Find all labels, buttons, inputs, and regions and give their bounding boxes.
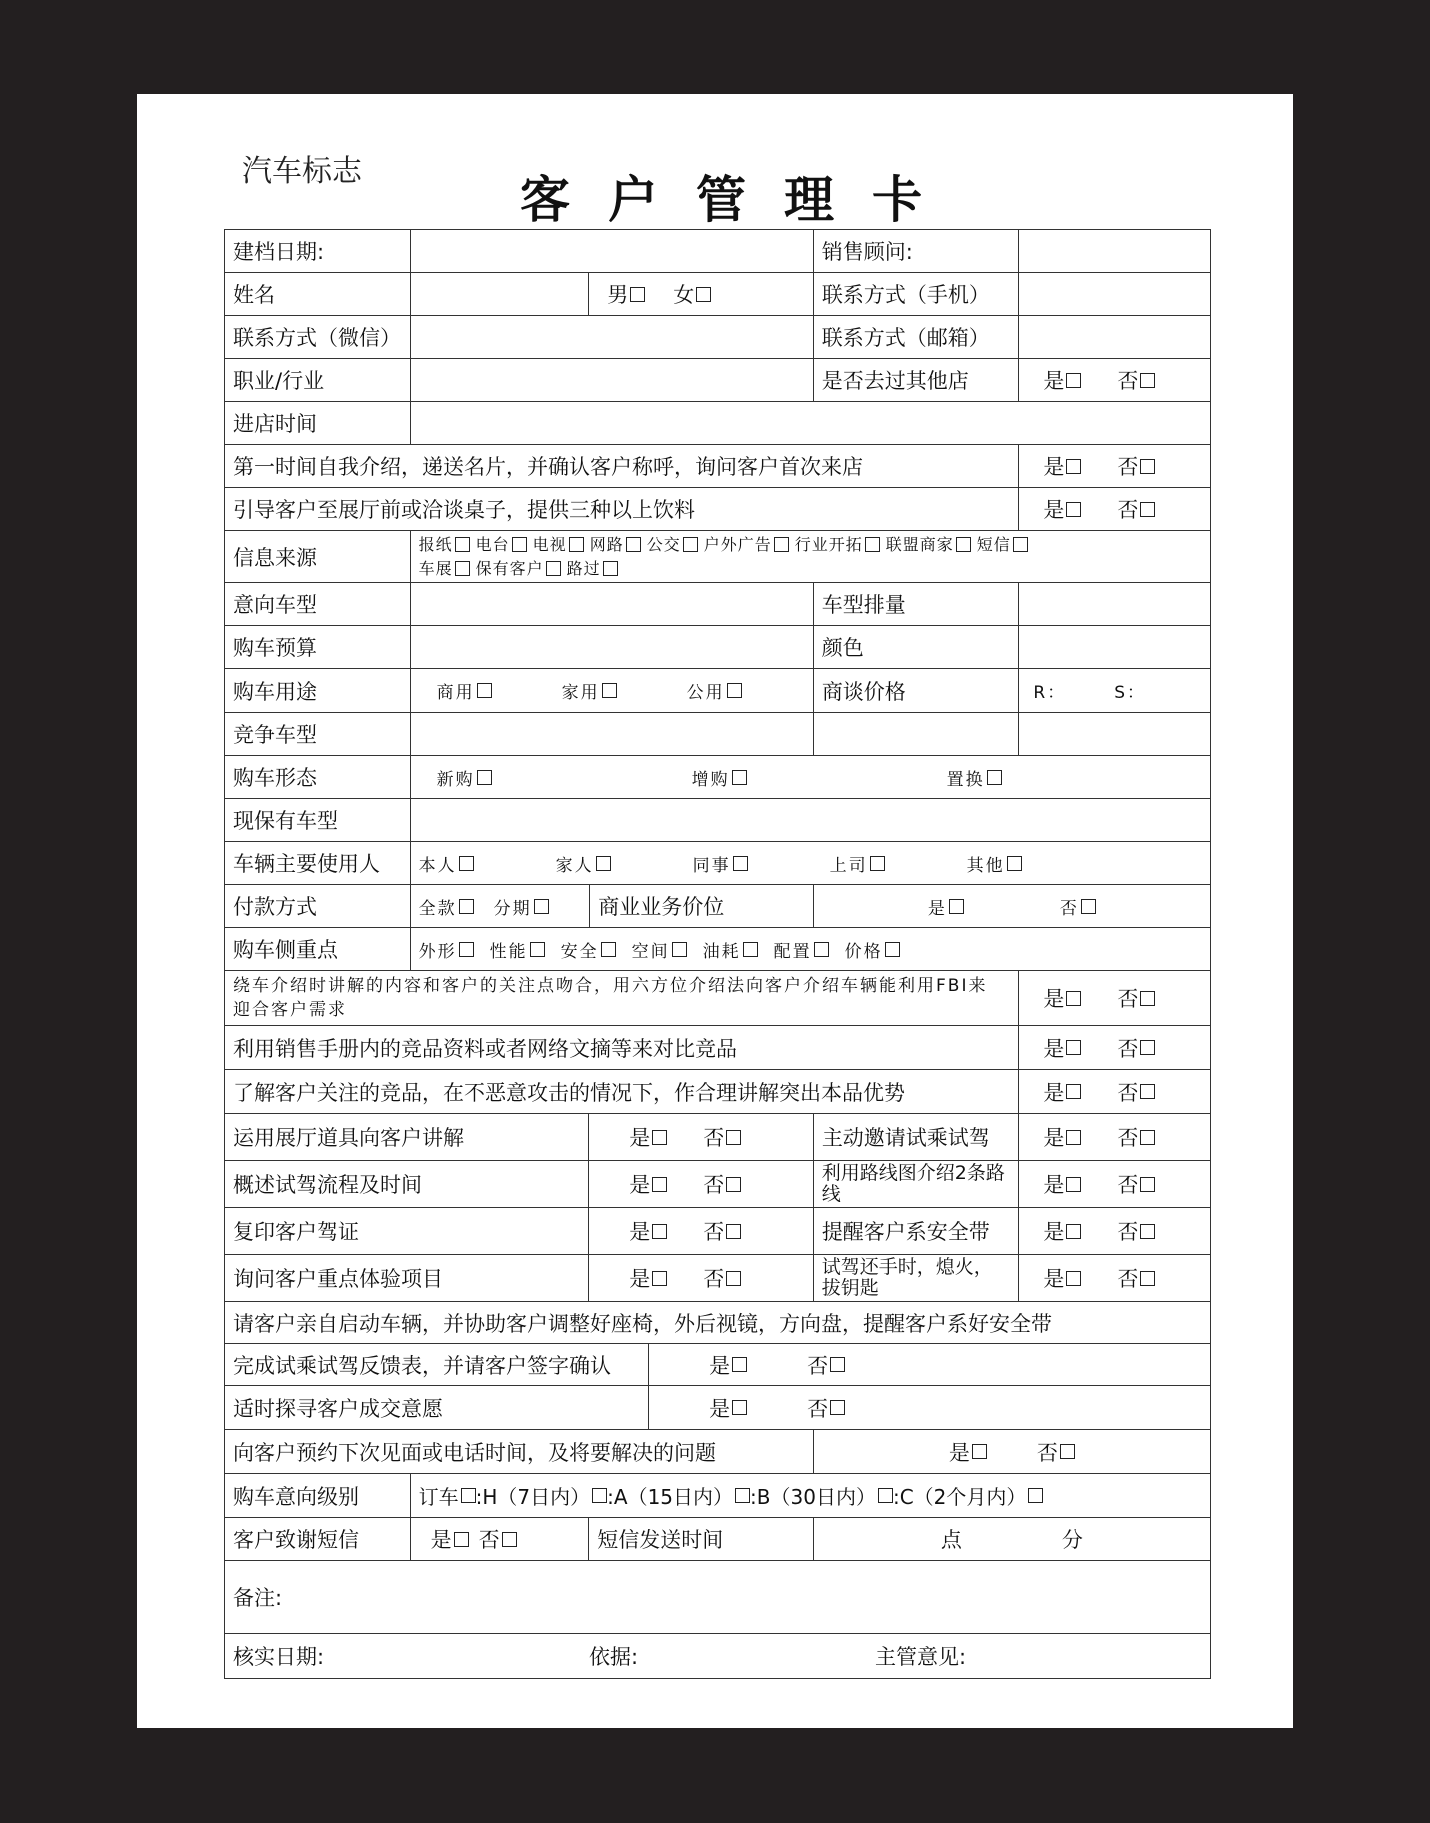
checkbox[interactable]: [870, 856, 885, 871]
current-model-label: 现保有车型: [225, 799, 411, 841]
row-guide: [224, 487, 1211, 530]
checkbox[interactable]: [743, 942, 758, 957]
row-current-model: [224, 798, 1211, 841]
male-option[interactable]: 男: [607, 279, 645, 309]
wechat-label: 联系方式（微信）: [225, 316, 411, 358]
compare-yn: [1019, 1026, 1210, 1069]
payment-options: [411, 885, 591, 927]
info-source-option[interactable]: 户外广告: [704, 533, 789, 557]
checkbox[interactable]: [459, 856, 474, 871]
female-option[interactable]: 女: [673, 279, 711, 309]
props-question: 运用展厅道具向客户讲解: [225, 1114, 589, 1160]
row-name: [224, 272, 1211, 315]
checkbox[interactable]: [735, 1488, 750, 1503]
info-source-option[interactable]: 车展: [419, 557, 470, 581]
no-option[interactable]: 否: [1117, 494, 1155, 524]
row-verify: [224, 1633, 1211, 1679]
yes-option[interactable]: 是: [1043, 1122, 1081, 1152]
main-user-option[interactable]: 本人: [419, 851, 474, 876]
info-source-option[interactable]: 网路: [590, 533, 641, 557]
business-price-label: 商业业务价位: [590, 885, 814, 927]
main-user-option[interactable]: 上司: [830, 851, 885, 876]
no-option[interactable]: 否: [807, 1350, 845, 1380]
row-start-vehicle: [224, 1301, 1211, 1343]
row-competitor: [224, 1069, 1211, 1113]
checkbox[interactable]: [1013, 537, 1028, 552]
visited-other-yn: [1019, 359, 1210, 401]
yes-option[interactable]: 是: [1043, 1169, 1081, 1199]
checkbox[interactable]: [885, 942, 900, 957]
info-source-option[interactable]: 路过: [567, 557, 618, 581]
main-user-options: [411, 842, 1210, 884]
props-yn: [589, 1114, 814, 1160]
row-intro: [224, 444, 1211, 487]
usage-label: 购车用途: [225, 669, 411, 712]
invite-yn: [1019, 1114, 1210, 1160]
checkbox[interactable]: [696, 287, 711, 302]
info-source-line-1: [419, 533, 1028, 557]
supervisor-opinion-label: 主管意见:: [875, 1645, 967, 1669]
yes-option[interactable]: 是: [1043, 983, 1081, 1013]
current-model-field[interactable]: [411, 799, 1210, 841]
yes-option[interactable]: 是: [629, 1169, 667, 1199]
yes-option[interactable]: 是: [629, 1122, 667, 1152]
focus-option[interactable]: 油耗: [703, 937, 758, 962]
checkbox[interactable]: [603, 561, 618, 576]
form-title: 客户管理卡: [520, 171, 960, 229]
displacement-field[interactable]: [1019, 583, 1210, 625]
checkbox[interactable]: [592, 1488, 607, 1503]
sales-advisor-field[interactable]: [1019, 230, 1210, 272]
focus-option[interactable]: 配置: [774, 937, 829, 962]
no-option[interactable]: 否: [1117, 1077, 1155, 1107]
gender-options: [589, 273, 814, 315]
checkbox[interactable]: [602, 683, 617, 698]
checkbox[interactable]: [601, 942, 616, 957]
license-question: 复印客户驾证: [225, 1208, 589, 1254]
purchase-form-option[interactable]: 增购: [692, 765, 747, 790]
info-source-option[interactable]: 电台: [476, 533, 527, 557]
row-focus: [224, 927, 1211, 970]
info-source-option[interactable]: 保有客户: [476, 557, 561, 581]
competitor-model-label: 竞争车型: [225, 713, 411, 755]
row-budget: [224, 625, 1211, 668]
info-source-option[interactable]: 公交: [647, 533, 698, 557]
seatbelt-question: 提醒客户系安全带: [814, 1208, 1020, 1254]
intent-level-label: 购车意向级别: [225, 1474, 411, 1517]
guide-question: 引导客户至展厅前或洽谈桌子，提供三种以上饮料: [225, 488, 1019, 530]
occupation-label: 职业/行业: [225, 359, 411, 401]
yes-option[interactable]: 是: [1043, 365, 1081, 395]
intent-yn: [649, 1386, 1210, 1429]
wechat-field[interactable]: [411, 316, 814, 358]
yes-option[interactable]: 是: [1043, 451, 1081, 481]
file-date-label: 建档日期:: [225, 230, 411, 272]
payment-option[interactable]: 分期: [494, 894, 549, 919]
row-wechat: [224, 315, 1211, 358]
intended-model-field[interactable]: [411, 583, 814, 625]
thanks-sms-label: 客户致谢短信: [225, 1518, 411, 1560]
checkbox[interactable]: [630, 287, 645, 302]
info-source-option[interactable]: 短信: [977, 533, 1028, 557]
car-logo-placeholder: 汽车标志: [242, 154, 362, 189]
sms-time-label: 短信发送时间: [589, 1518, 814, 1560]
checkbox[interactable]: [455, 537, 470, 552]
info-source-line-2: [419, 557, 618, 581]
checkbox[interactable]: [546, 561, 561, 576]
checkbox[interactable]: [534, 899, 549, 914]
intro-question: 第一时间自我介绍，递送名片，并确认客户称呼，询问客户首次来店: [225, 445, 1019, 487]
process-question: 概述试驾流程及时间: [225, 1161, 589, 1207]
checkbox[interactable]: [672, 942, 687, 957]
sms-time-field[interactable]: [814, 1518, 1210, 1560]
row-walkaround: [224, 970, 1211, 1025]
row-thanks-sms: [224, 1517, 1211, 1560]
no-option[interactable]: 否: [1117, 1263, 1155, 1293]
focus-option[interactable]: 性能: [490, 937, 545, 962]
checkbox[interactable]: [878, 1488, 893, 1503]
focus-options: [411, 928, 1210, 970]
no-option[interactable]: 否: [1060, 894, 1096, 919]
process-yn: [589, 1161, 814, 1207]
main-user-label: 车辆主要使用人: [225, 842, 411, 884]
competitor-model-field[interactable]: [411, 713, 814, 755]
info-source-option[interactable]: 行业开拓: [795, 533, 880, 557]
yes-option[interactable]: 是: [1043, 494, 1081, 524]
yes-option[interactable]: 是: [1043, 1216, 1081, 1246]
info-source-option[interactable]: 联盟商家: [886, 533, 971, 557]
no-option[interactable]: 否: [703, 1216, 741, 1246]
return-question: 试驾还手时，熄火，拔钥匙: [814, 1255, 1020, 1301]
seatbelt-yn: [1019, 1208, 1210, 1254]
checkbox[interactable]: [865, 537, 880, 552]
focus-label: 购车侧重点: [225, 928, 411, 970]
yes-option[interactable]: 是: [709, 1393, 747, 1423]
appointment-yn: [814, 1430, 1210, 1473]
name-label: 姓名: [225, 273, 411, 315]
budget-label: 购车预算: [225, 626, 411, 668]
no-option[interactable]: 否: [1117, 1169, 1155, 1199]
checkbox[interactable]: [455, 561, 470, 576]
feedback-question: 完成试乘试驾反馈表，并请客户签字确认: [225, 1344, 649, 1385]
checkbox[interactable]: [1007, 856, 1022, 871]
checkbox[interactable]: [477, 683, 492, 698]
visit-time-field[interactable]: [411, 402, 1210, 444]
info-source-option[interactable]: 电视: [533, 533, 584, 557]
intro-yn: [1019, 445, 1210, 487]
focus-option[interactable]: 价格: [845, 937, 900, 962]
row-main-user: [224, 841, 1211, 884]
no-option[interactable]: 否: [1117, 1216, 1155, 1246]
name-field[interactable]: [411, 273, 590, 315]
file-date-field[interactable]: [411, 230, 814, 272]
no-option[interactable]: 否: [807, 1393, 845, 1423]
checkbox[interactable]: [987, 770, 1002, 785]
checkbox[interactable]: [461, 1488, 476, 1503]
checkbox[interactable]: [727, 683, 742, 698]
focus-option[interactable]: 安全: [561, 937, 616, 962]
row-payment: [224, 884, 1211, 927]
no-option[interactable]: 否: [1117, 1033, 1155, 1063]
displacement-label: 车型排量: [814, 583, 1020, 625]
start-vehicle-instruction: 请客户亲自启动车辆，并协助客户调整好座椅，外后视镜，方向盘，提醒客户系好安全带: [233, 1311, 1052, 1336]
row-remarks: [224, 1560, 1211, 1633]
purchase-form-option[interactable]: 置换: [947, 765, 1002, 790]
no-option[interactable]: 否: [1117, 451, 1155, 481]
checkbox[interactable]: [733, 856, 748, 871]
row-process: [224, 1160, 1211, 1207]
row-feedback: [224, 1343, 1211, 1385]
license-yn: [589, 1208, 814, 1254]
items-question: 询问客户重点体验项目: [225, 1255, 589, 1301]
competitor-extra-field-2[interactable]: [1019, 713, 1210, 755]
customer-management-form: [224, 229, 1211, 1682]
no-option[interactable]: 否: [1037, 1437, 1075, 1467]
checkbox[interactable]: [477, 770, 492, 785]
checkbox[interactable]: [626, 537, 641, 552]
appointment-question: 向客户预约下次见面或电话时间，及将要解决的问题: [225, 1430, 814, 1473]
row-compare: [224, 1025, 1211, 1069]
occupation-field[interactable]: [411, 359, 814, 401]
intent-level-option[interactable]: :C（2个月内）: [893, 1481, 1043, 1510]
main-user-option[interactable]: 其他: [967, 851, 1022, 876]
yes-option[interactable]: 是: [1043, 1077, 1081, 1107]
walkaround-question: 绕车介绍时讲解的内容和客户的关注点吻合，用六方位介绍法向客户介绍车辆能利用FBI来迎合客户需求: [225, 971, 1019, 1025]
verify-date-label: 核实日期:: [233, 1645, 325, 1669]
visited-other-label: 是否去过其他店: [814, 359, 1020, 401]
color-label: 颜色: [814, 626, 1020, 668]
payment-label: 付款方式: [225, 885, 411, 927]
checkbox[interactable]: [956, 537, 971, 552]
checkbox[interactable]: [774, 537, 789, 552]
yes-option[interactable]: 是: [1043, 1033, 1081, 1063]
yes-option[interactable]: 是: [949, 1437, 987, 1467]
checkbox[interactable]: [596, 856, 611, 871]
checkbox[interactable]: [1028, 1488, 1043, 1503]
route-question: 利用路线图介绍2条路线: [814, 1161, 1020, 1207]
no-option[interactable]: 否: [479, 1524, 517, 1554]
checkbox[interactable]: [459, 899, 474, 914]
checkbox[interactable]: [512, 537, 527, 552]
budget-field[interactable]: [411, 626, 814, 668]
purchase-form-option[interactable]: 新购: [437, 765, 492, 790]
usage-options: [411, 669, 814, 712]
color-field[interactable]: [1019, 626, 1210, 668]
checkbox[interactable]: [814, 942, 829, 957]
walkaround-yn: [1019, 971, 1210, 1025]
business-price-yn: [814, 885, 1210, 927]
focus-option[interactable]: 空间: [632, 937, 687, 962]
compare-question: 利用销售手册内的竞品资料或者网络文摘等来对比竞品: [225, 1026, 1019, 1069]
competitor-question: 了解客户关注的竞品，在不恶意攻击的情况下，作合理讲解突出本品优势: [225, 1070, 1019, 1113]
row-file-date: [224, 229, 1211, 272]
guide-yn: [1019, 488, 1210, 530]
usage-option[interactable]: 公用: [687, 678, 742, 703]
usage-option[interactable]: 家用: [562, 678, 617, 703]
intent-level-option[interactable]: :A（15日内）: [607, 1481, 750, 1510]
negotiated-price-field[interactable]: [1019, 669, 1210, 712]
row-info-source: [224, 530, 1211, 582]
row-intended-model: [224, 582, 1211, 625]
checkbox[interactable]: [530, 942, 545, 957]
focus-option[interactable]: 外形: [419, 937, 474, 962]
checkbox[interactable]: [683, 537, 698, 552]
remarks-field[interactable]: [225, 1561, 1210, 1633]
usage-option[interactable]: 商用: [437, 678, 492, 703]
yes-option[interactable]: 是: [1043, 1263, 1081, 1293]
invite-question: 主动邀请试乘试驾: [814, 1114, 1020, 1160]
row-purchase-form: [224, 755, 1211, 798]
mobile-field[interactable]: [1019, 273, 1210, 315]
yes-option[interactable]: 是: [928, 894, 964, 919]
row-license: [224, 1207, 1211, 1254]
checkbox[interactable]: [732, 770, 747, 785]
info-source-option[interactable]: 报纸: [419, 533, 470, 557]
yes-option[interactable]: 是: [629, 1216, 667, 1246]
remarks-label: 备注:: [233, 1586, 283, 1610]
main-user-option[interactable]: 家人: [556, 851, 611, 876]
intent-level-option[interactable]: :B（30日内）: [750, 1481, 893, 1510]
competitor-yn: [1019, 1070, 1210, 1113]
no-option[interactable]: 否: [1117, 1122, 1155, 1152]
price-s: S：: [1114, 683, 1146, 703]
competitor-extra-field[interactable]: [814, 713, 1020, 755]
verify-row: [225, 1634, 1210, 1678]
mobile-label: 联系方式（手机）: [814, 273, 1020, 315]
row-occupation: [224, 358, 1211, 401]
checkbox[interactable]: [569, 537, 584, 552]
price-r: R：: [1033, 683, 1067, 703]
checkbox[interactable]: [459, 942, 474, 957]
email-field[interactable]: [1019, 316, 1210, 358]
main-user-option[interactable]: 同事: [693, 851, 748, 876]
visit-time-label: 进店时间: [225, 402, 411, 444]
no-option[interactable]: 否: [703, 1169, 741, 1199]
basis-label: 依据:: [589, 1645, 639, 1669]
no-option[interactable]: 否: [1117, 365, 1155, 395]
payment-option[interactable]: 全款: [419, 894, 474, 919]
intent-level-options: [411, 1474, 1210, 1517]
row-usage: [224, 668, 1211, 712]
yes-option[interactable]: 是: [431, 1524, 469, 1554]
row-competitor-model: [224, 712, 1211, 755]
purchase-form-options: [411, 756, 1210, 798]
row-items: [224, 1254, 1211, 1301]
row-appointment: [224, 1429, 1211, 1473]
no-option[interactable]: 否: [703, 1263, 741, 1293]
point-label: 点: [940, 1528, 962, 1552]
purchase-form-label: 购车形态: [225, 756, 411, 798]
row-props: [224, 1113, 1211, 1160]
intent-level-option[interactable]: :H（7日内）: [476, 1481, 608, 1510]
email-label: 联系方式（邮箱）: [814, 316, 1020, 358]
row-intent-level: [224, 1473, 1211, 1517]
no-option[interactable]: 否: [703, 1122, 741, 1152]
no-option[interactable]: 否: [1117, 983, 1155, 1013]
thanks-sms-yn: [411, 1518, 590, 1560]
intended-model-label: 意向车型: [225, 583, 411, 625]
yes-option[interactable]: 是: [709, 1350, 747, 1380]
negotiated-price-label: 商谈价格: [814, 669, 1020, 712]
intent-question: 适时探寻客户成交意愿: [225, 1386, 649, 1429]
yes-option[interactable]: 是: [629, 1263, 667, 1293]
row-intent: [224, 1385, 1211, 1429]
feedback-yn: [649, 1344, 1210, 1385]
info-source-options: [411, 531, 1210, 582]
info-source-label: 信息来源: [225, 531, 411, 582]
row-visit-time: [224, 401, 1211, 444]
return-yn: [1019, 1255, 1210, 1301]
sales-advisor-label: 销售顾问:: [814, 230, 1020, 272]
minute-label: 分: [1061, 1528, 1083, 1552]
intent-level-option[interactable]: 订车: [419, 1481, 476, 1510]
items-yn: [589, 1255, 814, 1301]
route-yn: [1019, 1161, 1210, 1207]
